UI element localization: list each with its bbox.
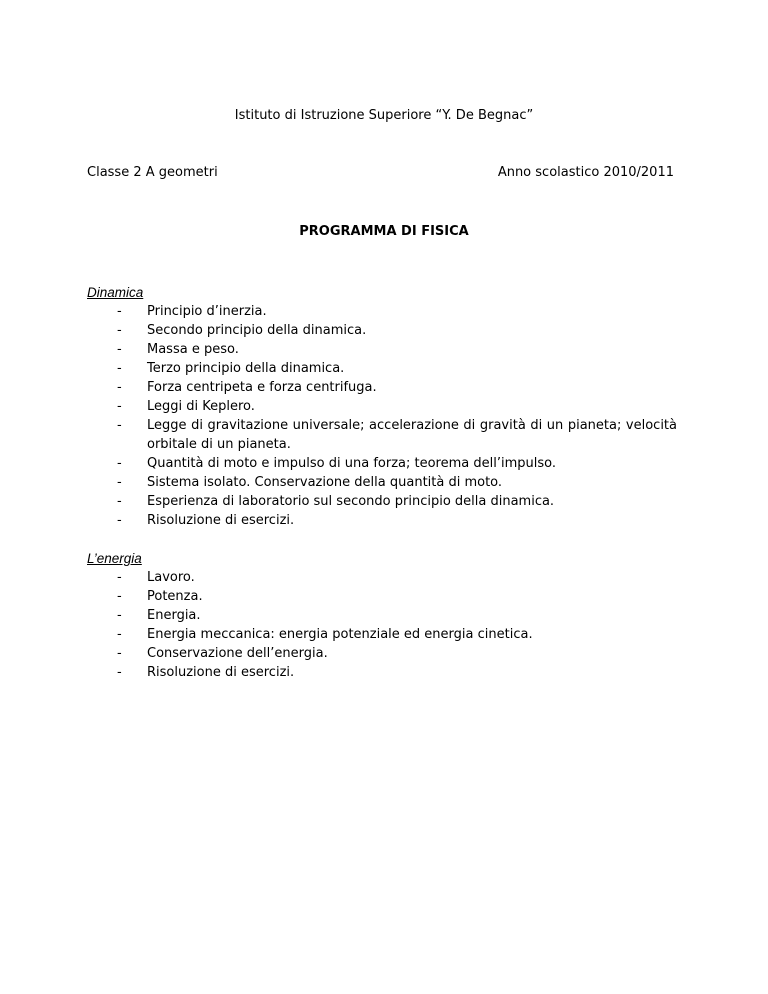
bullet-dash: - — [117, 380, 122, 395]
bullet-dash: - — [117, 323, 122, 338]
list-item — [87, 625, 677, 644]
list-item — [87, 302, 677, 321]
school-name: Istituto di Istruzione Superiore “Y. De Begnac” — [234, 108, 534, 123]
list-item — [87, 416, 677, 454]
list-item-text: Potenza. — [147, 589, 203, 604]
list-item-text: Energia. — [147, 608, 201, 623]
class-label: Classe 2 A geometri — [87, 165, 218, 180]
list-item — [87, 606, 677, 625]
bullet-dash: - — [117, 665, 122, 680]
bullet-dash: - — [117, 513, 122, 528]
list-item — [87, 663, 677, 682]
list-item-text: Risoluzione di esercizi. — [147, 513, 295, 528]
bullet-dash: - — [117, 399, 122, 414]
bullet-dash: - — [117, 589, 122, 604]
list-item-text: Lavoro. — [147, 570, 195, 585]
bullet-dash: - — [117, 608, 122, 623]
list-item-text: Massa e peso. — [147, 342, 239, 357]
program-title: PROGRAMMA DI FISICA — [299, 224, 469, 239]
list-item — [87, 568, 677, 587]
bullet-dash: - — [117, 456, 122, 471]
list-item — [87, 359, 677, 378]
list-item — [87, 321, 677, 340]
bullet-dash: - — [117, 475, 122, 490]
list-item — [87, 378, 677, 397]
list-item — [87, 340, 677, 359]
list-item-text: Legge di gravitazione universale; accelerazione di gravità di un pianeta; velocità orbitale di un pianeta. — [147, 418, 677, 452]
list-item — [87, 454, 677, 473]
list-item-text: Quantità di moto e impulso di una forza; teorema dell’impulso. — [147, 456, 556, 471]
bullet-dash: - — [117, 646, 122, 661]
bullet-dash: - — [117, 494, 122, 509]
section-energia — [87, 549, 677, 682]
list-item-text: Sistema isolato. Conservazione della quantità di moto. — [147, 475, 503, 490]
list-item — [87, 511, 677, 530]
school-year-label: Anno scolastico 2010/2011 — [497, 165, 674, 180]
bullet-dash: - — [117, 570, 122, 585]
list-item — [87, 587, 677, 606]
topic-list — [87, 568, 677, 682]
list-item-text: Forza centripeta e forza centrifuga. — [147, 380, 377, 395]
section-dinamica — [87, 283, 677, 530]
section-title: L’energia — [87, 551, 142, 566]
bullet-dash: - — [117, 418, 122, 433]
list-item-text: Principio d’inerzia. — [147, 304, 267, 319]
bullet-dash: - — [117, 361, 122, 376]
list-item-text: Risoluzione di esercizi. — [147, 665, 295, 680]
list-item-text: Secondo principio della dinamica. — [147, 323, 367, 338]
list-item — [87, 473, 677, 492]
list-item — [87, 644, 677, 663]
list-item-text: Energia meccanica: energia potenziale ed energia cinetica. — [147, 627, 533, 642]
list-item-text: Terzo principio della dinamica. — [147, 361, 345, 376]
list-item — [87, 492, 677, 511]
section-title: Dinamica — [87, 285, 144, 300]
bullet-dash: - — [117, 304, 122, 319]
list-item-text: Esperienza di laboratorio sul secondo principio della dinamica. — [147, 494, 555, 509]
bullet-dash: - — [117, 342, 122, 357]
list-item-text: Conservazione dell’energia. — [147, 646, 328, 661]
topic-list — [87, 302, 677, 530]
list-item-text: Leggi di Keplero. — [147, 399, 255, 414]
bullet-dash: - — [117, 627, 122, 642]
list-item — [87, 397, 677, 416]
